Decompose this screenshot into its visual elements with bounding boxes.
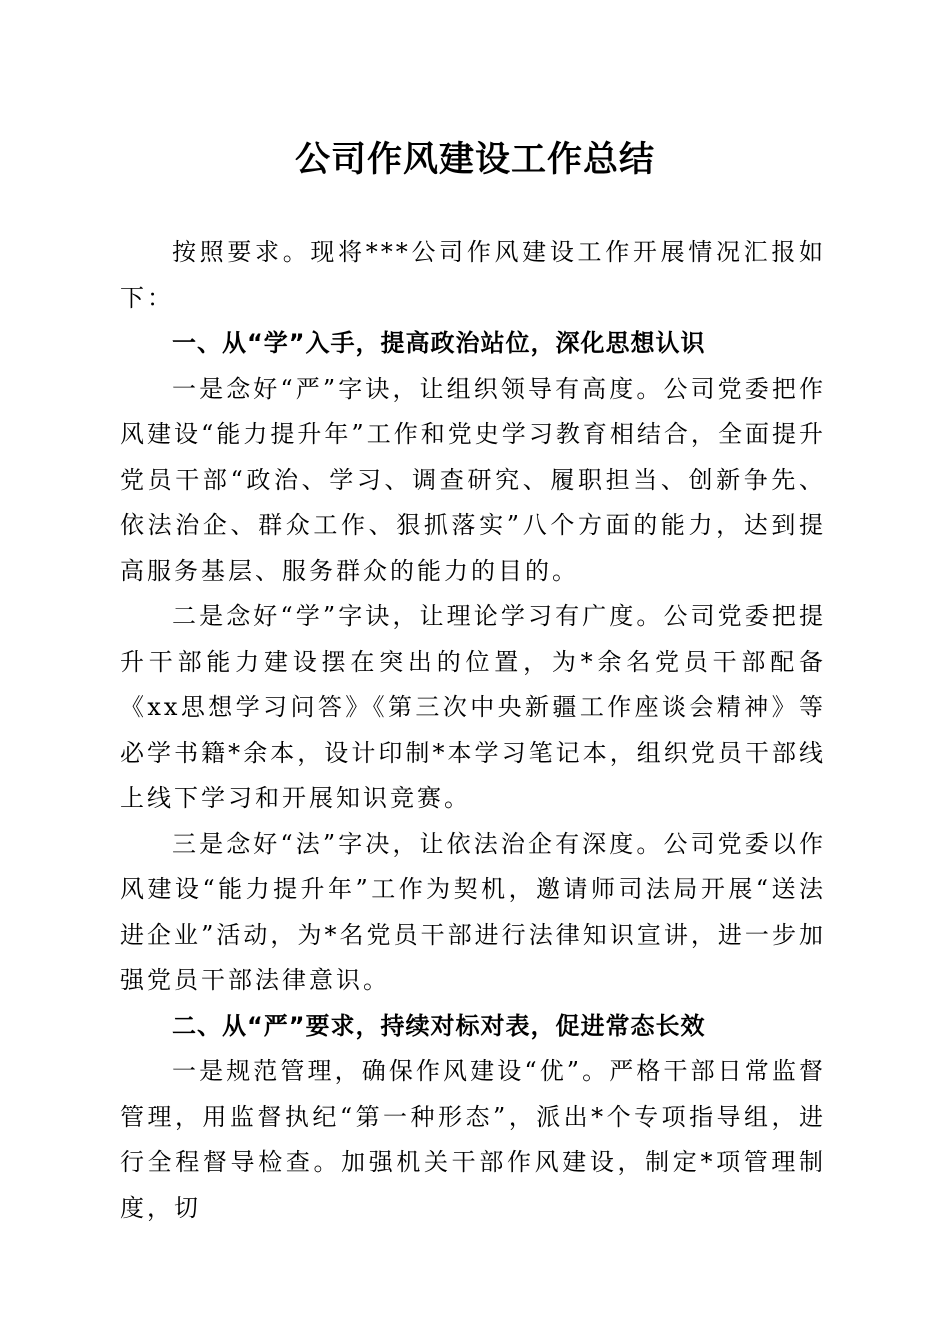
- section-heading-2: 二、从“严”要求，持续对标对表，促进常态长效: [172, 1011, 706, 1040]
- section-2-paragraph-1: 一是规范管理，确保作风建设“优”。严格干部日常监督管理，用监督执纪“第一种形态”，派出*个专项指导组，进行全程督导检查。加强机关干部作风建设，制定*项管理制度，切: [120, 1057, 826, 1222]
- section-1-paragraph-1: 一是念好“严”字诀，让组织领导有高度。公司党委把作风建设“能力提升年”工作和党史学习教育相结合，全面提升党员干部“政治、学习、调查研究、履职担当、创新争先、依法治企、群众工作、狠抓落实”八个方面的能力，达到提高服务基层、服务群众的能力的目的。: [120, 374, 826, 585]
- section-1-paragraph-3: 三是念好“法”字决，让依法治企有深度。公司党委以作风建设“能力提升年”工作为契机，邀请师司法局开展“送法进企业”活动，为*名党员干部进行法律知识宣讲，进一步加强党员干部法律意识。: [120, 829, 826, 994]
- section-heading-1: 一、从“学”入手，提高政治站位，深化思想认识: [172, 329, 706, 357]
- document-title: 公司作风建设工作总结: [294, 139, 655, 180]
- section-1-paragraph-2: 二是念好“学”字诀，让理论学习有广度。公司党委把提升干部能力建设摆在突出的位置，为*余名党员干部配备《xx思想学习问答》《第三次中央新疆工作座谈会精神》等必学书籍*余本，设计印制*本学习笔记本，组织党员干部线上线下学习和开展知识竞赛。: [120, 602, 826, 812]
- document-body: [120, 230, 826, 1231]
- intro-paragraph: 按照要求。现将***公司作风建设工作开展情况汇报如下：: [120, 238, 826, 312]
